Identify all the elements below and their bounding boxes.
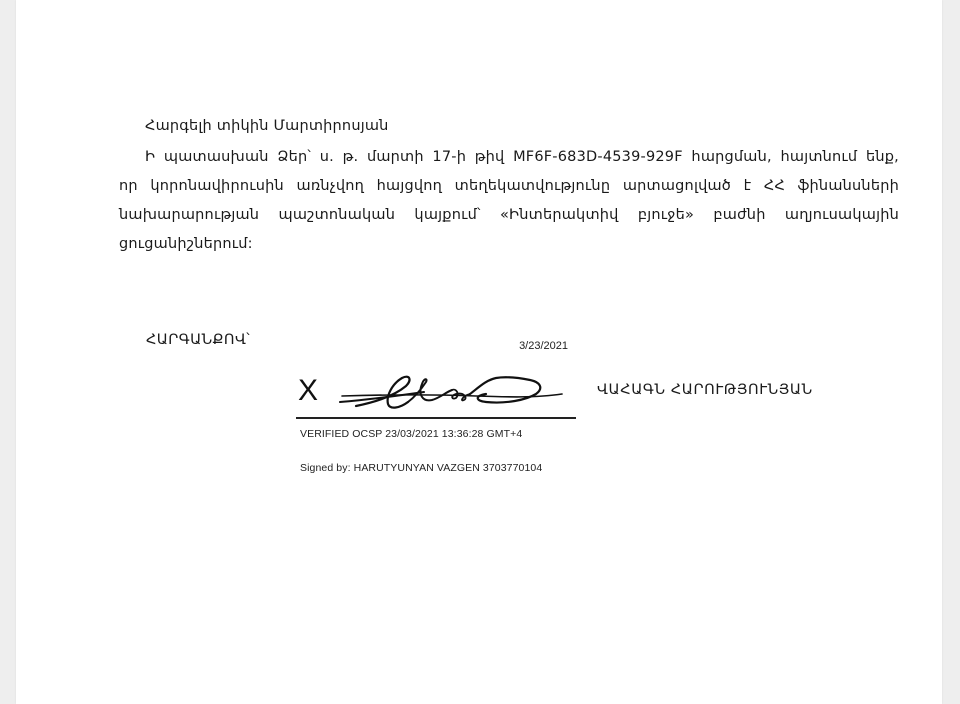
digital-signature-block xyxy=(286,330,578,480)
handwritten-signature xyxy=(336,366,564,416)
verification-stamp: VERIFIED OCSP 23/03/2021 13:36:28 GMT+4 xyxy=(300,428,523,440)
signature-line xyxy=(296,417,576,419)
document-page xyxy=(16,0,942,704)
signer-certificate: Signed by: HARUTYUNYAN VAZGEN 3703770104 xyxy=(300,462,543,474)
salutation: Հարգելի տիկին Մարտիրոսյան xyxy=(145,118,389,134)
signer-name: ՎԱՀԱԳՆ ՀԱՐՈՒԹՅՈՒՆՅԱՆ xyxy=(597,382,813,398)
signature-date: 3/23/2021 xyxy=(519,340,568,352)
closing-regards: ՀԱՐԳԱՆՔՈՎ՝ xyxy=(146,332,251,348)
letter-body: Ի պատասխան Ձեր՝ ս. թ. մարտի 17-ի թիվ MF6F-683D-4539-929F հարցման, հայտնում ենք, որ կորոնավիրուսին առնչվող հայցվող տեղեկատվությունը արտացոլված է ՀՀ ֆինանսների նախարարության պաշտոնական կայքում՝ «Ինտերակտիվ բյուջե» բաժնի աղյուսակային ցուցանիշներում: xyxy=(119,149,899,252)
signature-x-mark: X xyxy=(298,374,319,407)
